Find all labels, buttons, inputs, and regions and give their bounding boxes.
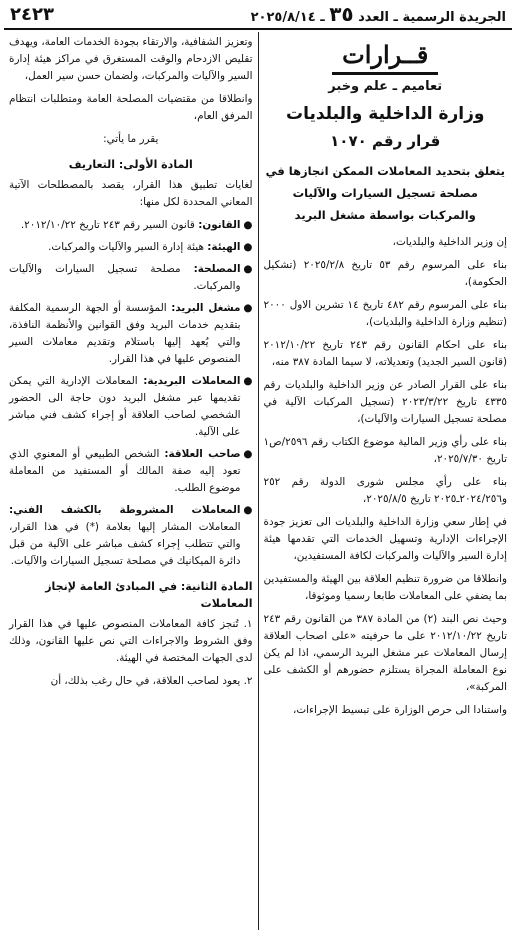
- definition-text: المعاملات الإدارية التي يمكن تقديمها عبر مشغل البريد دون حاجة الى الحضور الشخصي لصاحب العلاقة أو إجراء كشف فني مباشر على الآلية.: [9, 375, 241, 438]
- left-column: [4, 30, 258, 930]
- ministry-name: وزارة الداخلية والبلديات: [286, 104, 485, 124]
- definition-item: [9, 446, 253, 497]
- definition-text: قانون السير رقم ٢٤٣ تاريخ ٢٠١٢/١٠/٢٢.: [20, 219, 195, 231]
- bullet-icon: ●: [243, 263, 253, 275]
- definition-term: الهيئة:: [207, 241, 241, 253]
- preamble-paragraph: إن وزير الداخلية والبلديات،: [392, 236, 507, 248]
- definition-term: المعاملات المشروطة بالكشف الفني:: [9, 504, 241, 516]
- issue-date: ـ ٢٠٢٥/٨/١٤: [250, 10, 325, 25]
- bullet-icon: ●: [243, 504, 253, 516]
- issue-number: ٣٥: [329, 2, 354, 26]
- article-1-intro: لغايات تطبيق هذا القرار، يقصد بالمصطلحات الآتية المعاني المحددة لكل منها:: [9, 179, 253, 208]
- gazette-title: [251, 2, 506, 26]
- preamble-paragraph: بناء على رأي وزير المالية موضوع الكتاب رقم ٢٥٩٦/ص١ تاريخ ٢٠٢٥/٧/٣٠،: [263, 436, 507, 465]
- definition-item: [9, 502, 253, 570]
- section-subheading: تعاميم ـ علم وخبر: [328, 79, 443, 94]
- definition-item: [9, 373, 253, 441]
- definition-text: المعاملات المشار إليها بعلامة (*) في هذا القرار، والتي تتطلب إجراء كشف مباشر على الآلية من قبل دائرة الميكانيك في مصلحة تسجيل السيارات والآليات.: [9, 521, 241, 567]
- article-2-clause: ٢. يعود لصاحب العلاقة، في حال رغب بذلك، أن: [50, 675, 253, 687]
- definition-item: [9, 300, 253, 368]
- definition-text: مصلحة تسجيل السيارات والآليات والمركبات.: [9, 263, 241, 292]
- two-column-body: [4, 30, 512, 930]
- preamble-paragraph: بناء على رأي مجلس شورى الدولة رقم ٢٥٢ و٢٠٢٤/٢٥٦ـ٢٠٢٥ تاريخ ٢٠٢٥/٨/٥،: [263, 476, 507, 505]
- bullet-icon: ●: [243, 375, 253, 387]
- definition-item: [9, 261, 253, 295]
- preamble-paragraph: وحيث نص البند (٢) من المادة ٣٨٧ من القانون رقم ٢٤٣ تاريخ ٢٠١٢/١٠/٢٢ على ما حرفيته «على اصحاب العلاقة إرسال المعاملات عبر مشغل البريد الرسمي، اذا لم يكن نوع المعاملة المجراة يستلزم حضورهم أو الكشف على المركبة»،: [263, 613, 507, 693]
- gazette-name: الجريدة الرسمية ـ العدد: [358, 10, 506, 25]
- preamble-paragraph: بناء على القرار الصادر عن وزير الداخلية والبلديات رقم ٤٣٣٥ تاريخ ٢٠٢٣/٣/٢٢ (تسجيل المركبات الآلية في مصلحة تسجيل السيارات والآليات)،: [263, 379, 508, 425]
- definition-term: المعاملات البريدية:: [143, 375, 241, 387]
- preamble-paragraph: وانطلاقا من ضرورة تنظيم العلاقة بين الهيئة والمستفيدين بما يضفي على المعاملات طابعا رسميا وموثوقا،: [263, 573, 507, 602]
- bullet-icon: ●: [243, 302, 253, 314]
- definition-term: القانون:: [198, 219, 241, 231]
- section-heading: قــرارات: [264, 40, 508, 75]
- definition-item: [9, 217, 253, 234]
- page-number: ٢٤٢٣: [10, 3, 54, 25]
- definition-text: هيئة إدارة السير والآليات والمركبات.: [48, 241, 204, 253]
- page-header: [4, 0, 512, 30]
- preamble-paragraph: وتعزيز الشفافية، والارتقاء بجودة الخدمات العامة، ويهدف تقليص الازدحام والوقت المستغرق في مراكز هيئة إدارة السير والآليات والمركبات، ولضمان حسن سير العمل،: [9, 36, 253, 82]
- definition-item: [9, 239, 253, 256]
- right-column: [259, 30, 513, 930]
- bullet-icon: ●: [243, 219, 253, 231]
- bullet-icon: ●: [243, 448, 253, 460]
- preamble-paragraph: بناء على المرسوم رقم ٥٣ تاريخ ٢٠٢٥/٢/٨ (تشكيل الحكومة)،: [263, 259, 507, 288]
- decision-subject: يتعلق بتحديد المعاملات الممكن انجازها في مصلحة تسجيل السيارات والآليات والمركبات بواسطة مشغل البريد: [265, 164, 505, 222]
- preamble-paragraph: بناء على احكام القانون رقم ٢٤٣ تاريخ ٢٠١٢/١٠/٢٢ (قانون السير الجديد) وتعديلاته، لا سيما المادة ٣٨٧ منه،: [263, 339, 507, 368]
- definition-term: مشغل البريد:: [171, 302, 241, 314]
- decision-number: قرار رقم ١٠٧٠: [330, 132, 441, 150]
- article-2-clause: ١. تُنجز كافة المعاملات المنصوص عليها في هذا القرار وفق الشروط والاجراءات التي نص عليها القانون، وذلك لدى الجهات المختصة في الهيئة.: [9, 618, 253, 664]
- column-divider: [258, 32, 259, 930]
- preamble-paragraph: بناء على المرسوم رقم ٤٨٢ تاريخ ١٤ تشرين الاول ٢٠٠٠ (تنظيم وزارة الداخلية والبلديات)،: [263, 299, 507, 328]
- article-2-title: المادة الثانية: في المبادئ العامة لإنجاز المعاملات: [45, 580, 253, 610]
- preamble-paragraph: وانطلاقا من مقتضيات المصلحة العامة ومتطلبات انتظام المرفق العام،: [9, 93, 253, 122]
- article-1-title: المادة الأولى: التعاريف: [68, 158, 193, 171]
- definition-term: المصلحة:: [193, 263, 241, 275]
- definition-text: الشخص الطبيعي أو المعنوي الذي تعود إليه صفة المالك أو المستفيد من المعاملة موضوع الطلب.: [9, 448, 241, 494]
- definition-term: صاحب العلاقة:: [164, 448, 241, 460]
- preamble-paragraph: واستنادا الى حرص الوزارة على تبسيط الإجراءات،: [293, 704, 507, 716]
- bullet-icon: ●: [243, 241, 253, 253]
- decides-line: يقرر ما يأتي:: [103, 133, 159, 145]
- definition-text: المؤسسة أو الجهة الرسمية المكلفة بتقديم خدمات البريد وفق القوانين والأنظمة النافذة، والتي يُعهد إليها باستلام وتقديم معاملات السير المنصوص عليها في هذا القرار.: [9, 302, 241, 365]
- preamble-paragraph: في إطار سعي وزارة الداخلية والبلديات الى تعزيز جودة الإجراءات الإدارية وتسهيل الخدمات التي تقدمها هيئة إدارة السير والآليات والمركبات لكافة المستفيدين،: [263, 516, 507, 562]
- definitions-list: [9, 217, 253, 570]
